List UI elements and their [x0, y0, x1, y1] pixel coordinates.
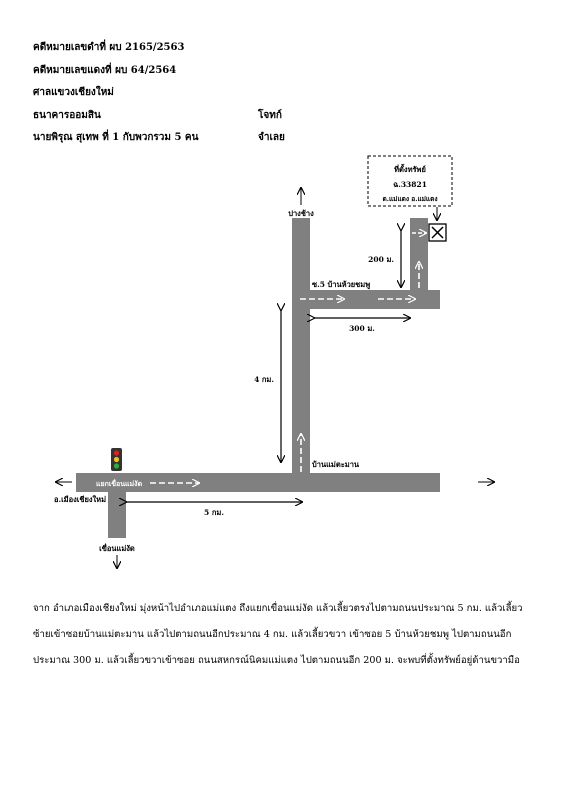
cooperative-road	[410, 218, 428, 309]
label-5km: 5 กม.	[204, 508, 224, 517]
defendant-name: นายพิรุณ สุเทพ ที่ 1 กับพวกรวม 5 คน	[33, 132, 199, 143]
label-mae-ngat-dam: เขื่อนแม่งัด	[99, 544, 135, 553]
court-name: ศาลแขวงเชียงใหม่	[33, 87, 114, 98]
traffic-light-icon	[111, 448, 122, 471]
label-ban-mae-taman: บ้านแม่ตะมาน	[312, 460, 360, 469]
plaintiff-name: ธนาคารออมสิน	[33, 110, 101, 121]
directions-line-2: ซ้ายเข้าซอยบ้านแม่ตะมาน แล้วไปตามถนนอีกประมาณ 4 กม. แล้วเลี้ยวขวา เข้าซอย 5 บ้านห้วยชมพู ไปตามถนนอีก	[33, 629, 512, 640]
plaintiff-role: โจทก์	[258, 110, 282, 121]
label-soi5: ซ.5 บ้านห้วยชมพู	[312, 280, 371, 289]
property-location: ต.แม่แตง อ.แม่แตง	[382, 195, 438, 203]
label-300m: 300 ม.	[349, 324, 375, 333]
black-case-number: คดีหมายเลขดำที่ ผบ 2165/2563	[33, 42, 185, 53]
label-4km: 4 กม.	[254, 375, 274, 384]
directions-line-3: ประมาณ 300 ม. แล้วเลี้ยวขวาเข้าซอย ถนนสหกรณ์นิคมแม่แตง ไปตามถนนอีก 200 ม. จะพบที่ตั้งทรัพย์อยู่ด้านขวามือ	[33, 655, 520, 666]
red-case-number: คดีหมายเลขแดงที่ ผบ 64/2564	[33, 65, 177, 76]
property-title: ที่ตั้งทรัพย์	[394, 165, 426, 174]
directions-line-1: จาก อำเภอเมืองเชียงใหม่ มุ่งหน้าไปอำเภอแม่แตง ถึงแยกเขื่อนแม่งัด แล้วเลี้ยวตรงไปตามถนนประมาณ 5 กม. แล้วเลี้ยว	[33, 603, 523, 614]
label-pai-chang: ปางช้าง	[288, 209, 314, 218]
property-deed: ฉ.33821	[393, 180, 427, 189]
label-junction: แยกเขื่อนแม่งัด	[96, 479, 143, 488]
label-200m: 200 ม.	[368, 255, 394, 264]
route-arrows	[150, 233, 426, 483]
label-chiang-dao: อ.เชียงดาว	[444, 479, 478, 488]
label-mueang-chiang-mai: อ.เมืองเชียงใหม่	[54, 495, 107, 504]
directions-paragraph	[33, 596, 543, 674]
property-marker-icon	[429, 224, 446, 241]
defendant-role: จำเลย	[258, 132, 285, 143]
